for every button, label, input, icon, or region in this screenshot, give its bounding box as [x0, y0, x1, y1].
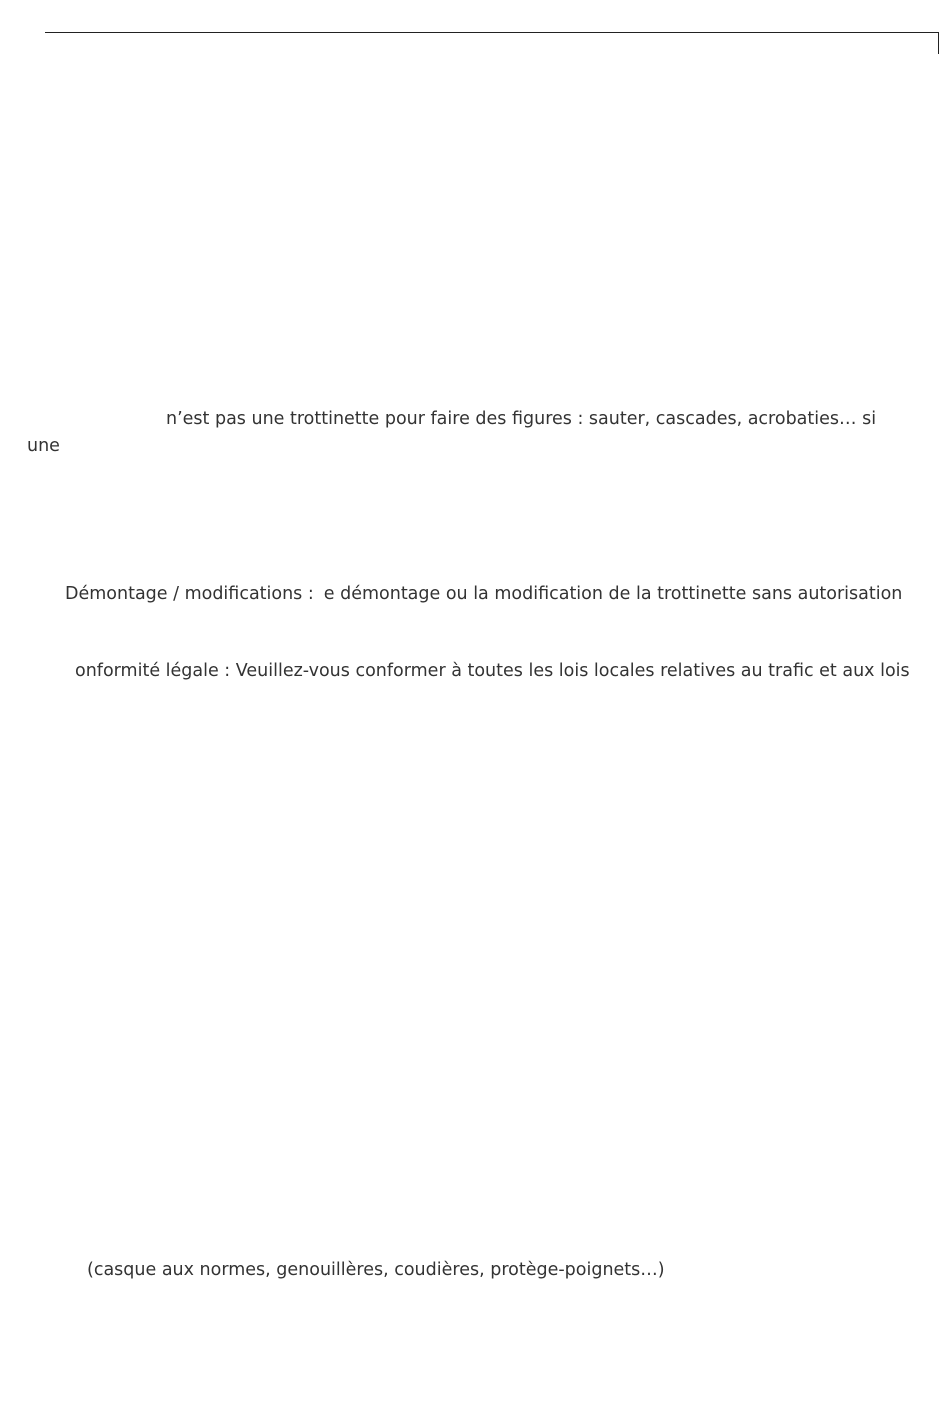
- conformite-line: onformité légale : Veuillez-vous conformer à toutes les lois locales relatives au trafic et aux lois: [75, 661, 910, 681]
- demontage-text: e démontage ou la modification de la trottinette sans autorisation: [323, 584, 903, 604]
- demontage-line: [65, 583, 902, 605]
- demontage-label: Démontage / modifications :: [65, 584, 314, 604]
- figures-warning-line: n’est pas une trottinette pour faire des figures : sauter, cascades, acrobaties… si: [166, 409, 877, 429]
- protection-equipment-line: (casque aux normes, genouillères, coudières, protège-poignets…): [87, 1260, 665, 1280]
- figures-warning-continuation: une: [27, 436, 60, 456]
- header-rule: [45, 32, 938, 33]
- header-corner-mark: [938, 32, 939, 54]
